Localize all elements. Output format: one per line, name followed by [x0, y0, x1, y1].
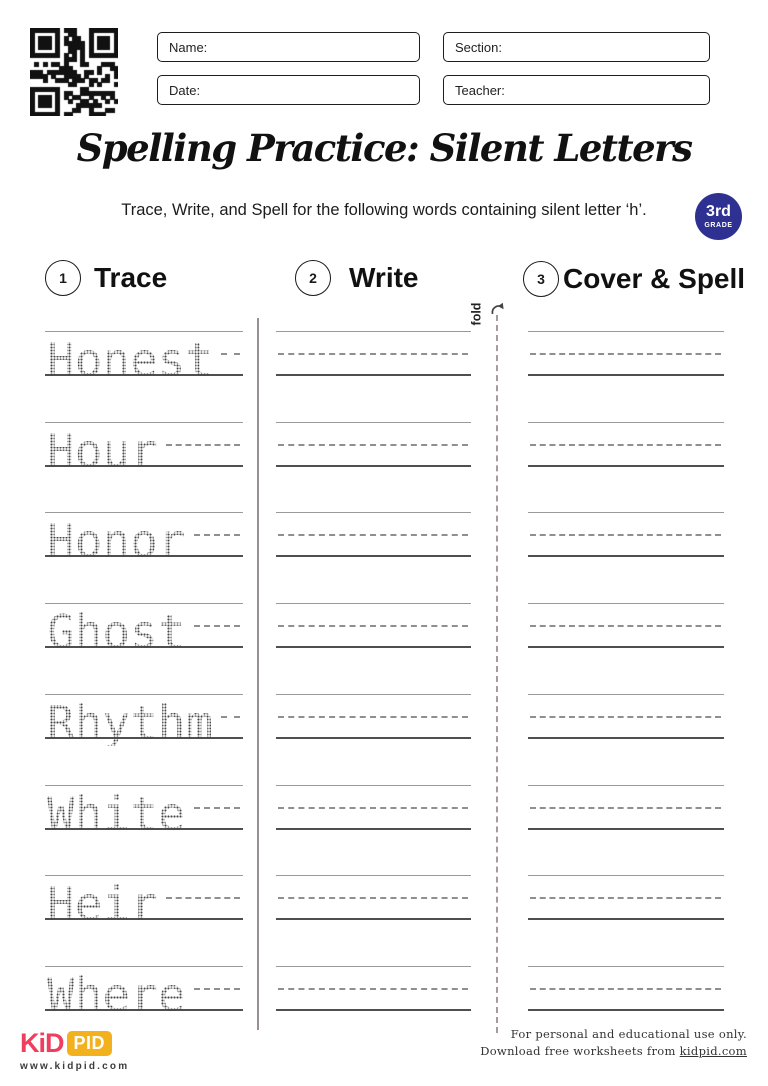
trace-word: Heir: [47, 877, 158, 931]
write-row-blank[interactable]: [276, 785, 471, 830]
column-number-badge: 1: [45, 260, 81, 296]
trace-row: [45, 966, 243, 1022]
page-title: Spelling Practice: Silent Letters: [76, 126, 692, 170]
grade-badge-word: GRADE: [704, 222, 733, 229]
column-header-trace: [45, 260, 167, 296]
trace-row-dash-line: [194, 988, 241, 990]
cover-row-dash-line: [530, 625, 721, 627]
trace-row-dash-line: [221, 716, 240, 718]
column-header-write: [295, 260, 419, 296]
cover-row-dash-line: [530, 807, 721, 809]
column-label-write: Write: [349, 262, 419, 293]
cover-spell-row-blank[interactable]: [528, 512, 724, 557]
footer-line1: For personal and educational use only.: [510, 1027, 747, 1041]
name-field-label: Name:: [169, 39, 208, 55]
footer-line2: Download free worksheets from kidpid.com: [480, 1044, 747, 1058]
write-row-dash-line: [278, 988, 468, 990]
column-header-cover-spell: [523, 261, 745, 297]
fold-label: fold: [469, 302, 484, 326]
qr-code-icon: [30, 28, 118, 116]
grade-badge: [695, 193, 742, 240]
kidpid-logo: [20, 1030, 129, 1072]
trace-word: Honest: [47, 333, 214, 387]
fold-dashed-line: [496, 315, 498, 1033]
write-row-blank[interactable]: [276, 966, 471, 1011]
cover-row-dash-line: [530, 988, 721, 990]
column-label-cover-spell: Cover & Spell: [563, 263, 746, 294]
trace-row-dash-line: [221, 353, 240, 355]
cover-row-dash-line: [530, 716, 721, 718]
column-number-badge: 3: [523, 261, 559, 297]
fold-arrow-icon: [489, 301, 506, 318]
write-row-dash-line: [278, 444, 468, 446]
teacher-field-label: Teacher:: [455, 82, 505, 98]
logo-website-url: www.kidpid.com: [20, 1061, 130, 1072]
trace-word: Rhythm: [47, 696, 214, 750]
date-field-label: Date:: [169, 82, 201, 98]
write-row-dash-line: [278, 807, 468, 809]
cover-row-dash-line: [530, 897, 721, 899]
instructions-text: Trace, Write, and Spell for the following words containing silent letter ‘h’.: [121, 201, 647, 219]
write-row-blank[interactable]: [276, 331, 471, 376]
cover-row-dash-line: [530, 444, 721, 446]
trace-word: Honor: [47, 514, 186, 568]
trace-row: [45, 875, 243, 931]
cover-spell-row-blank[interactable]: [528, 875, 724, 920]
column-label-trace: Trace: [94, 262, 168, 293]
grade-badge-grade: 3rd: [706, 203, 731, 220]
kidpid-link[interactable]: kidpid.com: [679, 1044, 747, 1058]
trace-row: [45, 512, 243, 568]
trace-row: [45, 331, 243, 387]
write-row-dash-line: [278, 625, 468, 627]
write-row-dash-line: [278, 353, 468, 355]
write-row-dash-line: [278, 716, 468, 718]
write-row-blank[interactable]: [276, 512, 471, 557]
write-row-blank[interactable]: [276, 694, 471, 739]
teacher-field[interactable]: [443, 75, 710, 105]
cover-spell-row-blank[interactable]: [528, 694, 724, 739]
trace-word: Hour: [47, 424, 158, 478]
column-divider-line: [257, 318, 259, 1030]
logo-kid-text: KiD: [20, 1028, 64, 1058]
write-row-blank[interactable]: [276, 603, 471, 648]
write-row-blank[interactable]: [276, 422, 471, 467]
write-row-blank[interactable]: [276, 875, 471, 920]
cover-spell-row-blank[interactable]: [528, 603, 724, 648]
cover-row-dash-line: [530, 353, 721, 355]
logo-pid-text: PID: [67, 1031, 113, 1056]
section-field[interactable]: [443, 32, 710, 62]
write-row-dash-line: [278, 534, 468, 536]
trace-row-dash-line: [194, 625, 241, 627]
column-number-badge: 2: [295, 260, 331, 296]
cover-spell-row-blank[interactable]: [528, 422, 724, 467]
write-row-dash-line: [278, 897, 468, 899]
cover-spell-row-blank[interactable]: [528, 966, 724, 1011]
trace-row-dash-line: [166, 444, 240, 446]
name-field[interactable]: [157, 32, 420, 62]
cover-spell-row-blank[interactable]: [528, 331, 724, 376]
cover-row-dash-line: [530, 534, 721, 536]
trace-row: [45, 785, 243, 841]
footer-usage-note: [480, 1026, 747, 1060]
trace-word: White: [47, 787, 186, 841]
trace-row: [45, 422, 243, 478]
trace-row-dash-line: [194, 807, 241, 809]
trace-word: Ghost: [47, 605, 186, 659]
date-field[interactable]: [157, 75, 420, 105]
section-field-label: Section:: [455, 39, 502, 55]
trace-row: [45, 694, 243, 750]
trace-row: [45, 603, 243, 659]
cover-spell-row-blank[interactable]: [528, 785, 724, 830]
trace-row-dash-line: [194, 534, 241, 536]
trace-word: Where: [47, 968, 186, 1022]
trace-row-dash-line: [166, 897, 240, 899]
